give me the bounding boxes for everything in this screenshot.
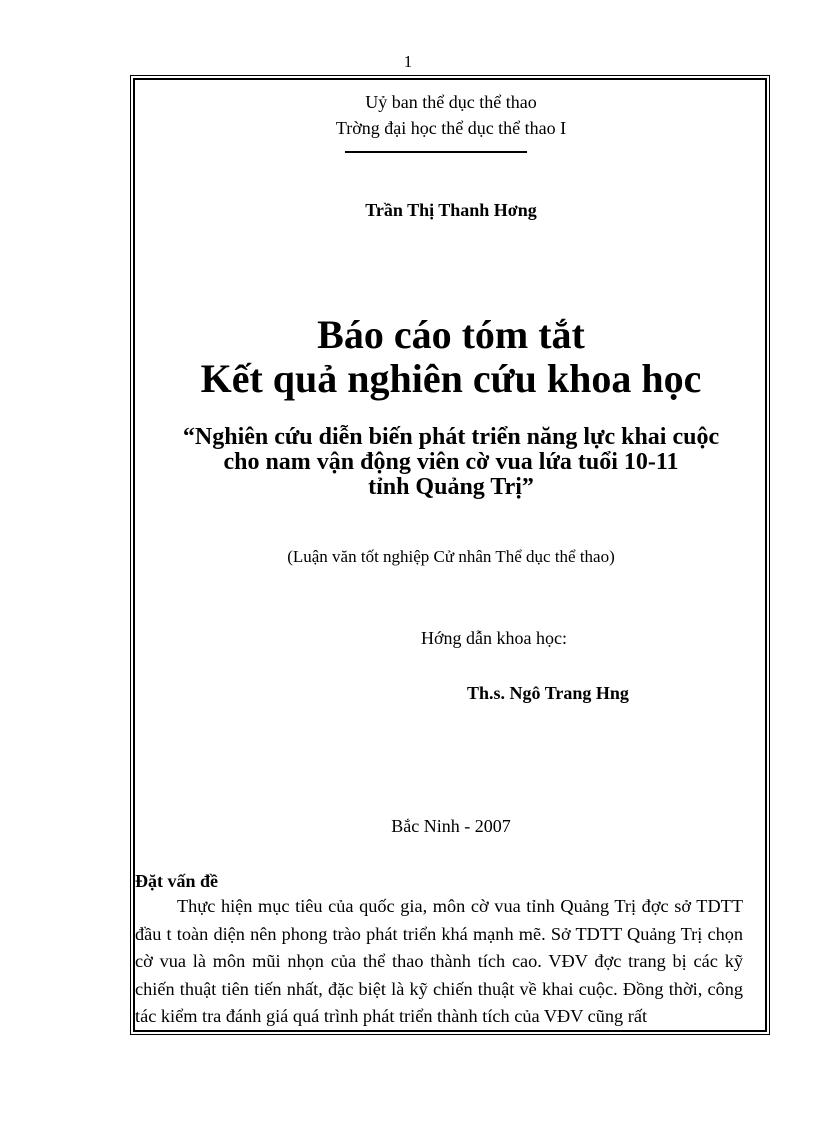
committee-name: Uỷ ban thể dục thể thao (365, 92, 537, 112)
page-number: 1 (403, 52, 413, 71)
research-topic-line1: “Nghiên cứu diễn biến phát triển năng lực khai cuộc (182, 424, 720, 450)
place-date: Bắc Ninh - 2007 (391, 816, 511, 836)
research-topic-line2: cho nam vận động viên cờ vua lứa tuổi 10-11 (223, 449, 679, 475)
header-divider (345, 151, 527, 153)
page-frame (134, 79, 766, 1031)
thesis-note: (Luận văn tốt nghiệp Cử nhân Thể dục thể thao) (287, 547, 615, 566)
university-name: Trờng đại học thể dục thể thao I (335, 118, 567, 138)
author-name: Trần Thị Thanh Hơng (365, 200, 537, 220)
section-paragraph: Thực hiện mục tiêu của quốc gia, môn cờ vua tỉnh Quảng Trị đợc sở TDTT đầu t toàn diện nên phong trào phát triển khá mạnh mẽ. Sở TDTT Quảng Trị chọn cờ vua là môn mũi nhọn của thể thao thành tích cao. VĐV đợc trang bị các kỹ chiến thuật tiên tiến nhất, đặc biệt là kỹ chiến thuật về khai cuộc. Đồng thời, công tác kiểm tra đánh giá quá trình phát triển thành tích của VĐV cũng rất (135, 896, 743, 1026)
report-title-line2: Kết quả nghiên cứu khoa học (200, 356, 702, 401)
section-heading: Đặt vấn đề (135, 871, 219, 891)
research-topic-line3: tỉnh Quảng Trị” (368, 474, 534, 500)
report-title-line1: Báo cáo tóm tắt (317, 312, 585, 357)
advisor-label: Hớng dẫn khoa học: (421, 628, 567, 648)
advisor-name: Th.s. Ngô Trang Hng (467, 683, 629, 703)
